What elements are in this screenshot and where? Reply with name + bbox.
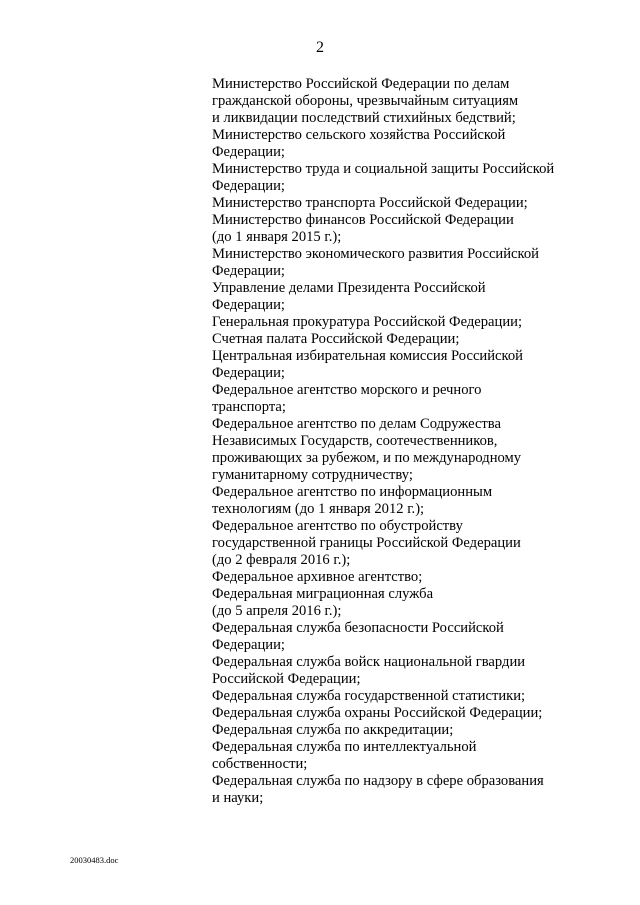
list-item-line: технологиям (до 1 января 2012 г.); bbox=[212, 501, 425, 517]
list-item-line: Министерство труда и социальной защиты Российской bbox=[212, 161, 555, 177]
list-item-line: Федеральное архивное агентство; bbox=[212, 569, 423, 585]
list-item bbox=[212, 722, 622, 739]
list-item-line: Федеральная служба войск национальной гвардии bbox=[212, 654, 526, 670]
list-item-line: Федеральная служба по надзору в сфере образования bbox=[212, 773, 544, 789]
list-item-line: Федерации; bbox=[212, 637, 285, 653]
list-item-line: государственной границы Российской Федерации bbox=[212, 535, 521, 551]
list-item-line: Счетная палата Российской Федерации; bbox=[212, 331, 460, 347]
list-item-line: Министерство сельского хозяйства Российской bbox=[212, 127, 506, 143]
list-item-line: Министерство финансов Российской Федерации bbox=[212, 212, 514, 228]
list-item-line: (до 5 апреля 2016 г.); bbox=[212, 603, 342, 619]
list-item-line: Федерации; bbox=[212, 297, 285, 313]
list-item-line: Федеральное агентство по делам Содружества bbox=[212, 416, 501, 432]
document-code: 20030483.doc bbox=[70, 855, 119, 865]
organization-list bbox=[212, 76, 622, 807]
list-item-line: Федеральная миграционная служба bbox=[212, 586, 434, 602]
list-item bbox=[212, 688, 622, 705]
list-item bbox=[212, 654, 622, 688]
list-item bbox=[212, 195, 622, 212]
list-item-line: гуманитарному сотрудничеству; bbox=[212, 467, 413, 483]
list-item-line: Федеральная служба государственной статистики; bbox=[212, 688, 526, 704]
list-item-line: гражданской обороны, чрезвычайным ситуациям bbox=[212, 93, 519, 109]
list-item bbox=[212, 773, 622, 807]
list-item-line: Министерство Российской Федерации по делам bbox=[212, 76, 510, 92]
list-item-line: Федеральное агентство по информационным bbox=[212, 484, 493, 500]
list-item-line: (до 2 февраля 2016 г.); bbox=[212, 552, 351, 568]
list-item bbox=[212, 416, 622, 484]
list-item bbox=[212, 484, 622, 518]
list-item bbox=[212, 382, 622, 416]
list-item-line: Министерство экономического развития Российской bbox=[212, 246, 539, 262]
list-item bbox=[212, 569, 622, 586]
list-item-line: транспорта; bbox=[212, 399, 286, 415]
list-item-line: Федерации; bbox=[212, 263, 285, 279]
list-item bbox=[212, 586, 622, 620]
list-item bbox=[212, 705, 622, 722]
list-item-line: и ликвидации последствий стихийных бедствий; bbox=[212, 110, 516, 126]
list-item-line: Генеральная прокуратура Российской Федерации; bbox=[212, 314, 523, 330]
list-item bbox=[212, 739, 622, 773]
list-item-line: Федеральная служба охраны Российской Федерации; bbox=[212, 705, 543, 721]
list-item-line: Центральная избирательная комиссия Российской bbox=[212, 348, 523, 364]
page-number: 2 bbox=[316, 39, 324, 56]
list-item bbox=[212, 76, 622, 127]
list-item bbox=[212, 246, 622, 280]
list-item-line: Федеральное агентство по обустройству bbox=[212, 518, 463, 534]
list-item-line: Федерации; bbox=[212, 144, 285, 160]
list-item-line: Российской Федерации; bbox=[212, 671, 361, 687]
list-item bbox=[212, 212, 622, 246]
list-item-line: Федеральная служба по аккредитации; bbox=[212, 722, 454, 738]
list-item-line: проживающих за рубежом, и по международному bbox=[212, 450, 522, 466]
list-item bbox=[212, 280, 622, 314]
list-item-line: Независимых Государств, соотечественников, bbox=[212, 433, 498, 449]
list-item-line: Федеральная служба по интеллектуальной bbox=[212, 739, 477, 755]
list-item bbox=[212, 348, 622, 382]
list-item bbox=[212, 127, 622, 161]
list-item-line: Федерации; bbox=[212, 178, 285, 194]
list-item-line: Федерации; bbox=[212, 365, 285, 381]
list-item-line: Федеральная служба безопасности Российской bbox=[212, 620, 504, 636]
list-item-line: Управление делами Президента Российской bbox=[212, 280, 486, 296]
list-item bbox=[212, 620, 622, 654]
list-item bbox=[212, 314, 622, 331]
list-item bbox=[212, 161, 622, 195]
list-item bbox=[212, 518, 622, 569]
list-item-line: и науки; bbox=[212, 790, 264, 806]
list-item-line: Федеральное агентство морского и речного bbox=[212, 382, 482, 398]
list-item-line: собственности; bbox=[212, 756, 308, 772]
list-item bbox=[212, 331, 622, 348]
list-item-line: Министерство транспорта Российской Федерации; bbox=[212, 195, 528, 211]
list-item-line: (до 1 января 2015 г.); bbox=[212, 229, 342, 245]
